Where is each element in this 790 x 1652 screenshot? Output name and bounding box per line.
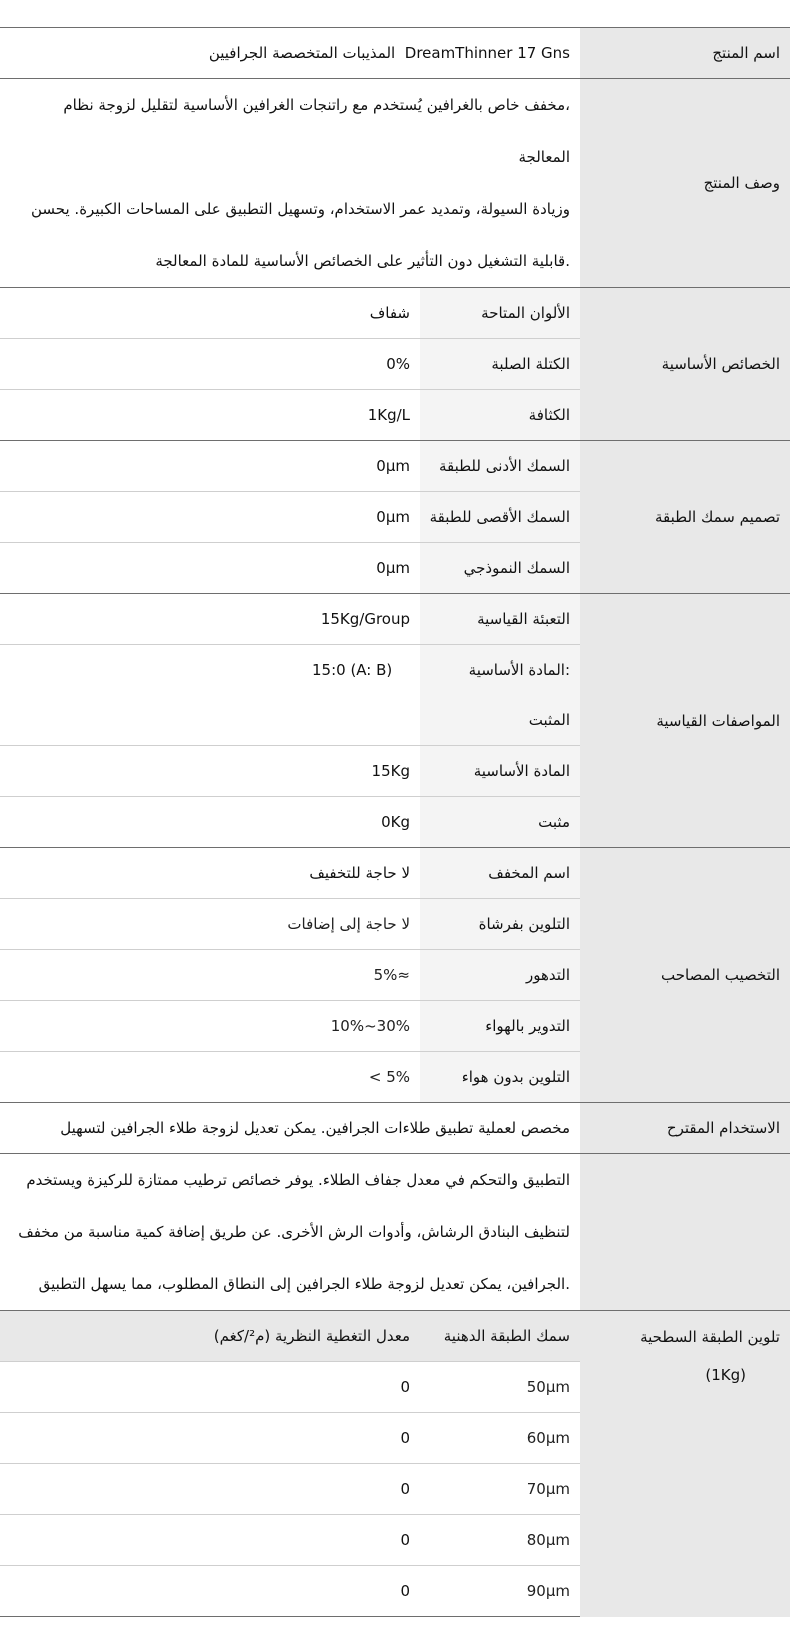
- coverage-thickness: 80μm: [420, 1515, 580, 1566]
- prop-name: الكتلة الصلبة: [420, 339, 580, 390]
- mix-value: ≈5%: [0, 950, 420, 1001]
- recommended-use-first-line: مخصص لعملية تطبيق طلاءات الجرافين. يمكن تعديل لزوجة طلاء الجرافين لتسهيل: [0, 1103, 580, 1154]
- product-name-label: اسم المنتج: [580, 28, 790, 79]
- coverage-rate: 0: [0, 1362, 420, 1413]
- coverage-thickness: 90μm: [420, 1566, 580, 1617]
- mixing-label: التخصيب المصاحب: [580, 848, 790, 1103]
- coverage-col-rate: معدل التغطية النظرية (م²/كغم): [0, 1311, 420, 1362]
- description-value: [0, 79, 580, 288]
- description-line: ،مخفف خاص بالغرافين يُستخدم مع راتنجات الغرافين الأساسية لتقليل لزوجة نظام المعالجة: [63, 96, 570, 166]
- prop-row-colors: [0, 288, 790, 339]
- spec-ratio-name-line2: المثبت: [420, 695, 580, 746]
- spec-row-packaging: [0, 594, 790, 645]
- coverage-col-thickness: سمك الطبقة الدهنية: [420, 1311, 580, 1362]
- prop-value: شفاف: [0, 288, 420, 339]
- thickness-value: 0μm: [0, 441, 420, 492]
- spec-ratio-value: 15:0 (A: B): [0, 645, 420, 696]
- recommended-use-line: التطبيق والتحكم في معدل جفاف الطلاء. يوفر خصائص ترطيب ممتازة للركيزة ويستخدم: [26, 1171, 570, 1189]
- mix-name: اسم المخفف: [420, 848, 580, 899]
- description-line: وزيادة السيولة، وتمديد عمر الاستخدام، وتسهيل التطبيق على المساحات الكبيرة. يحسن: [31, 200, 570, 218]
- coverage-rate: 0: [0, 1515, 420, 1566]
- recommended-use-line: .الجرافين، يمكن تعديل لزوجة طلاء الجرافين إلى النطاق المطلوب، مما يسهل التطبيق: [38, 1275, 570, 1293]
- coverage-label-cell: [580, 1311, 790, 1617]
- thickness-value: 0μm: [0, 543, 420, 594]
- recommended-use-row: [0, 1103, 790, 1154]
- prop-name: الألوان المتاحة: [420, 288, 580, 339]
- thickness-name: السمك النموذجي: [420, 543, 580, 594]
- coverage-unit: (1Kg): [705, 1366, 746, 1384]
- mix-value: لا حاجة إلى إضافات: [0, 899, 420, 950]
- recommended-use-label: الاستخدام المقترح: [580, 1103, 790, 1154]
- spec-ratio-value-empty: [0, 695, 420, 746]
- thickness-name: السمك الأدنى للطبقة: [420, 441, 580, 492]
- product-name-value: [0, 28, 580, 79]
- product-name-latin: DreamThinner 17 Gns: [404, 44, 570, 62]
- spec-table: [0, 27, 790, 1617]
- thickness-row-min: [0, 441, 790, 492]
- coverage-thickness: 50μm: [420, 1362, 580, 1413]
- coverage-thickness: 70μm: [420, 1464, 580, 1515]
- spec-name: مثبت: [420, 797, 580, 848]
- spec-value: 15Kg/Group: [0, 594, 420, 645]
- spec-value: 15Kg: [0, 746, 420, 797]
- prop-name: الكثافة: [420, 390, 580, 441]
- basic-properties-label: الخصائص الأساسية: [580, 288, 790, 441]
- coverage-rate: 0: [0, 1566, 420, 1617]
- spec-ratio-name-line1: :المادة الأساسية: [420, 645, 580, 696]
- mix-value: لا حاجة للتخفيف: [0, 848, 420, 899]
- mix-name: التلوين بدون هواء: [420, 1052, 580, 1103]
- coverage-rate: 0: [0, 1464, 420, 1515]
- thickness-name: السمك الأقصى للطبقة: [420, 492, 580, 543]
- mix-name: التدهور: [420, 950, 580, 1001]
- spec-name: التعبئة القياسية: [420, 594, 580, 645]
- recommended-use-cont-row: [0, 1154, 790, 1311]
- recommended-use-label-cont: [580, 1154, 790, 1311]
- coverage-header-row: [0, 1311, 790, 1362]
- spec-name: المادة الأساسية: [420, 746, 580, 797]
- description-line: .قابلية التشغيل دون التأثير على الخصائص الأساسية للمادة المعالجة: [155, 252, 570, 270]
- product-name-arabic: المذيبات المتخصصة الجرافيين: [208, 44, 396, 62]
- mix-value: < 5%: [0, 1052, 420, 1103]
- mix-value: 10%~30%: [0, 1001, 420, 1052]
- recommended-use-line: لتنظيف البنادق الرشاش، وأدوات الرش الأخرى. عن طريق إضافة كمية مناسبة من مخفف: [18, 1223, 570, 1241]
- coverage-thickness: 60μm: [420, 1413, 580, 1464]
- standard-specs-label: المواصفات القياسية: [580, 594, 790, 848]
- mix-name: التدوير بالهواء: [420, 1001, 580, 1052]
- recommended-use-text: [0, 1154, 580, 1311]
- description-row: [0, 79, 790, 288]
- thickness-value: 0μm: [0, 492, 420, 543]
- prop-value: 1Kg/L: [0, 390, 420, 441]
- prop-value: 0%: [0, 339, 420, 390]
- product-name-row: [0, 28, 790, 79]
- thickness-design-label: تصميم سمك الطبقة: [580, 441, 790, 594]
- coverage-rate: 0: [0, 1413, 420, 1464]
- coverage-label: تلوين الطبقة السطحية: [640, 1328, 780, 1346]
- description-label: وصف المنتج: [580, 79, 790, 288]
- mix-row-thinner: [0, 848, 790, 899]
- mix-name: التلوين بفرشاة: [420, 899, 580, 950]
- spec-value: 0Kg: [0, 797, 420, 848]
